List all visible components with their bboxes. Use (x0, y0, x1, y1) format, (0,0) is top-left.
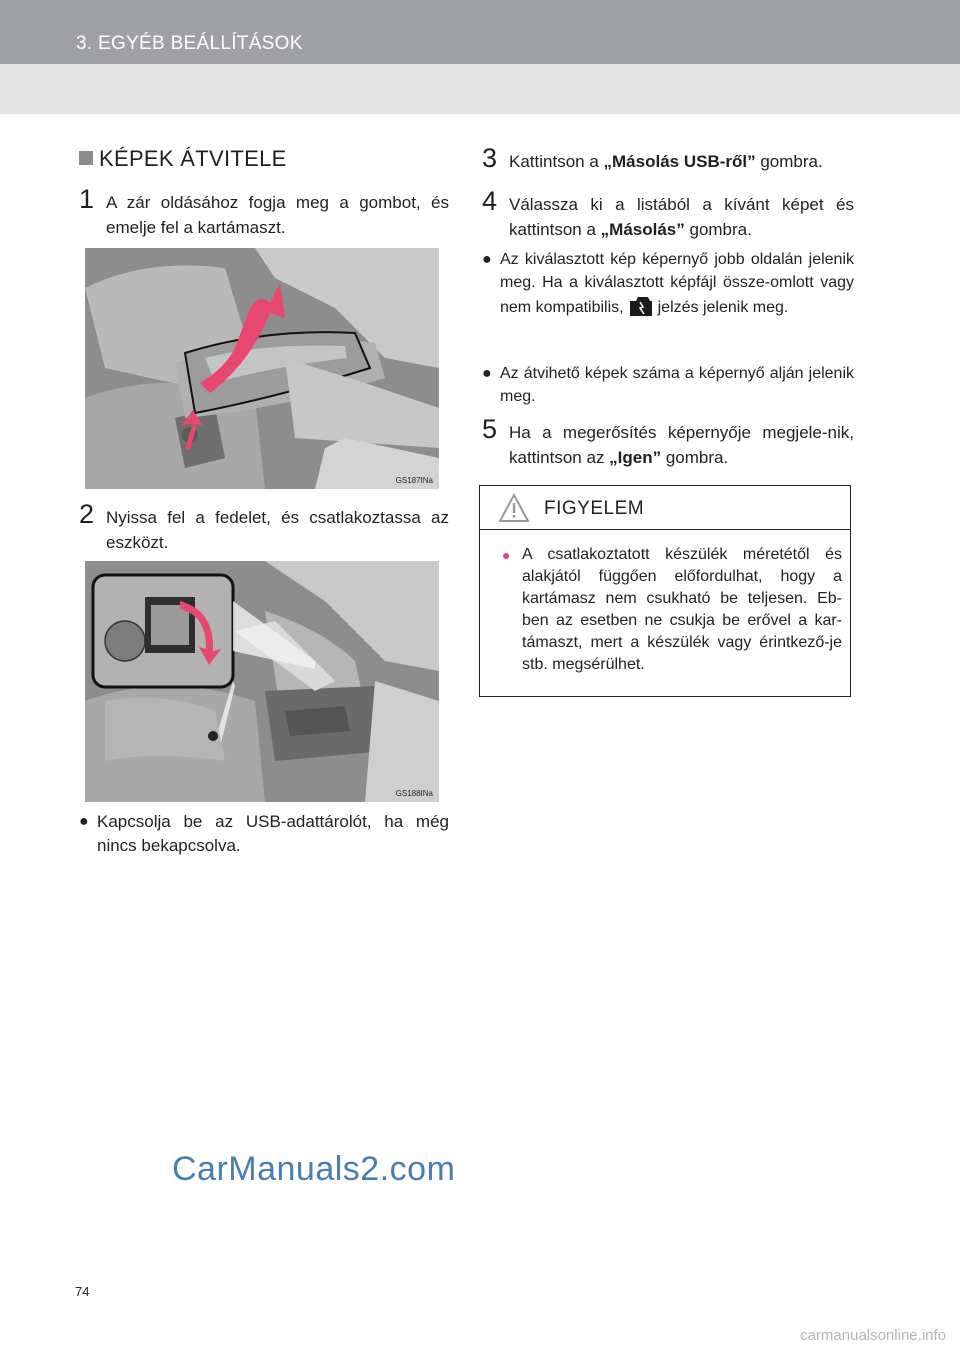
broken-image-icon (628, 294, 654, 318)
step-text: A zár oldásához fogja meg a gombot, és emelje fel a kartámaszt. (106, 193, 449, 237)
warning-box (479, 485, 851, 697)
step-text: Kattintson a „Másolás USB-ről” gombra. (509, 152, 823, 171)
warning-header (480, 486, 850, 530)
step-4 (482, 186, 854, 242)
step-text: Nyissa fel a fedelet, és csatlakoztassa az eszközt. (106, 508, 449, 552)
watermark-logo: CarManuals2.com (172, 1150, 456, 1188)
step-number: 4 (482, 186, 498, 216)
page-header (0, 0, 960, 64)
warning-triangle-icon (498, 493, 530, 523)
header-subband (0, 64, 960, 114)
step-5 (482, 414, 854, 470)
usb-illustration (85, 561, 439, 802)
step-2 (79, 499, 449, 555)
section-title-text: KÉPEK ÁTVITELE (99, 146, 287, 171)
bullet-dot-icon: ● (482, 365, 492, 382)
bullet-dot-icon: ● (79, 813, 89, 830)
page-number: 74 (75, 1284, 90, 1299)
warning-body (502, 544, 842, 676)
step-1 (79, 184, 449, 240)
yes-label: „Igen” (609, 448, 662, 467)
chapter-title: 3. EGYÉB BEÁLLÍTÁSOK (76, 33, 303, 54)
note-bullet-1 (482, 248, 854, 319)
footer-site-link[interactable]: carmanualsonline.info (800, 1327, 946, 1344)
armrest-lift-figure (85, 248, 439, 489)
bullet-dot-icon: ● (482, 251, 492, 268)
step-number: 1 (79, 184, 95, 214)
note-bullet (79, 810, 449, 858)
figure-code: GS187INa (395, 476, 433, 485)
step-text: Válassza ki a listából a kívánt képet és kattintson a „Másolás” gombra. (509, 195, 854, 239)
step-3 (482, 143, 854, 174)
step-text: Ha a megerősítés képernyője megjele-nik, kattintson az „Igen” gombra. (509, 423, 854, 467)
usb-connect-figure (85, 561, 439, 802)
copy-label: „Másolás” (600, 220, 685, 239)
warning-title: FIGYELEM (544, 498, 645, 519)
bullet-text: Az átvihető képek száma a képernyő alján jelenik meg. (500, 365, 854, 405)
bullet-text: Az kiválasztott kép képernyő jobb oldalán jelenik meg. Ha a kiválasztott képfájl össze-omlott vagy nem kompatibilis, jelzés jelenik meg. (500, 251, 854, 316)
figure-code: GS188INa (395, 789, 433, 798)
section-square-icon (79, 151, 93, 165)
armrest-illustration (85, 248, 439, 489)
note-bullet-2 (482, 362, 854, 408)
warning-text: A csatlakoztatott készülék méretétől és alakjától függően előfordulhat, hogy a kartámasz nem csukható be teljesen. Eb-ben az esetben ne csukja be erővel a kar-támaszt, mert a készülék vagy érintkező-je stb. megsérülhet. (522, 546, 842, 673)
section-title (79, 146, 287, 172)
step-number: 3 (482, 143, 498, 173)
step-number: 5 (482, 414, 498, 444)
warning-bullet-icon: ● (502, 547, 511, 563)
copy-from-usb-label: „Másolás USB-ről” (603, 152, 756, 171)
bullet-text: Kapcsolja be az USB-adattárolót, ha még nincs bekapcsolva. (97, 812, 449, 855)
step-number: 2 (79, 499, 95, 529)
